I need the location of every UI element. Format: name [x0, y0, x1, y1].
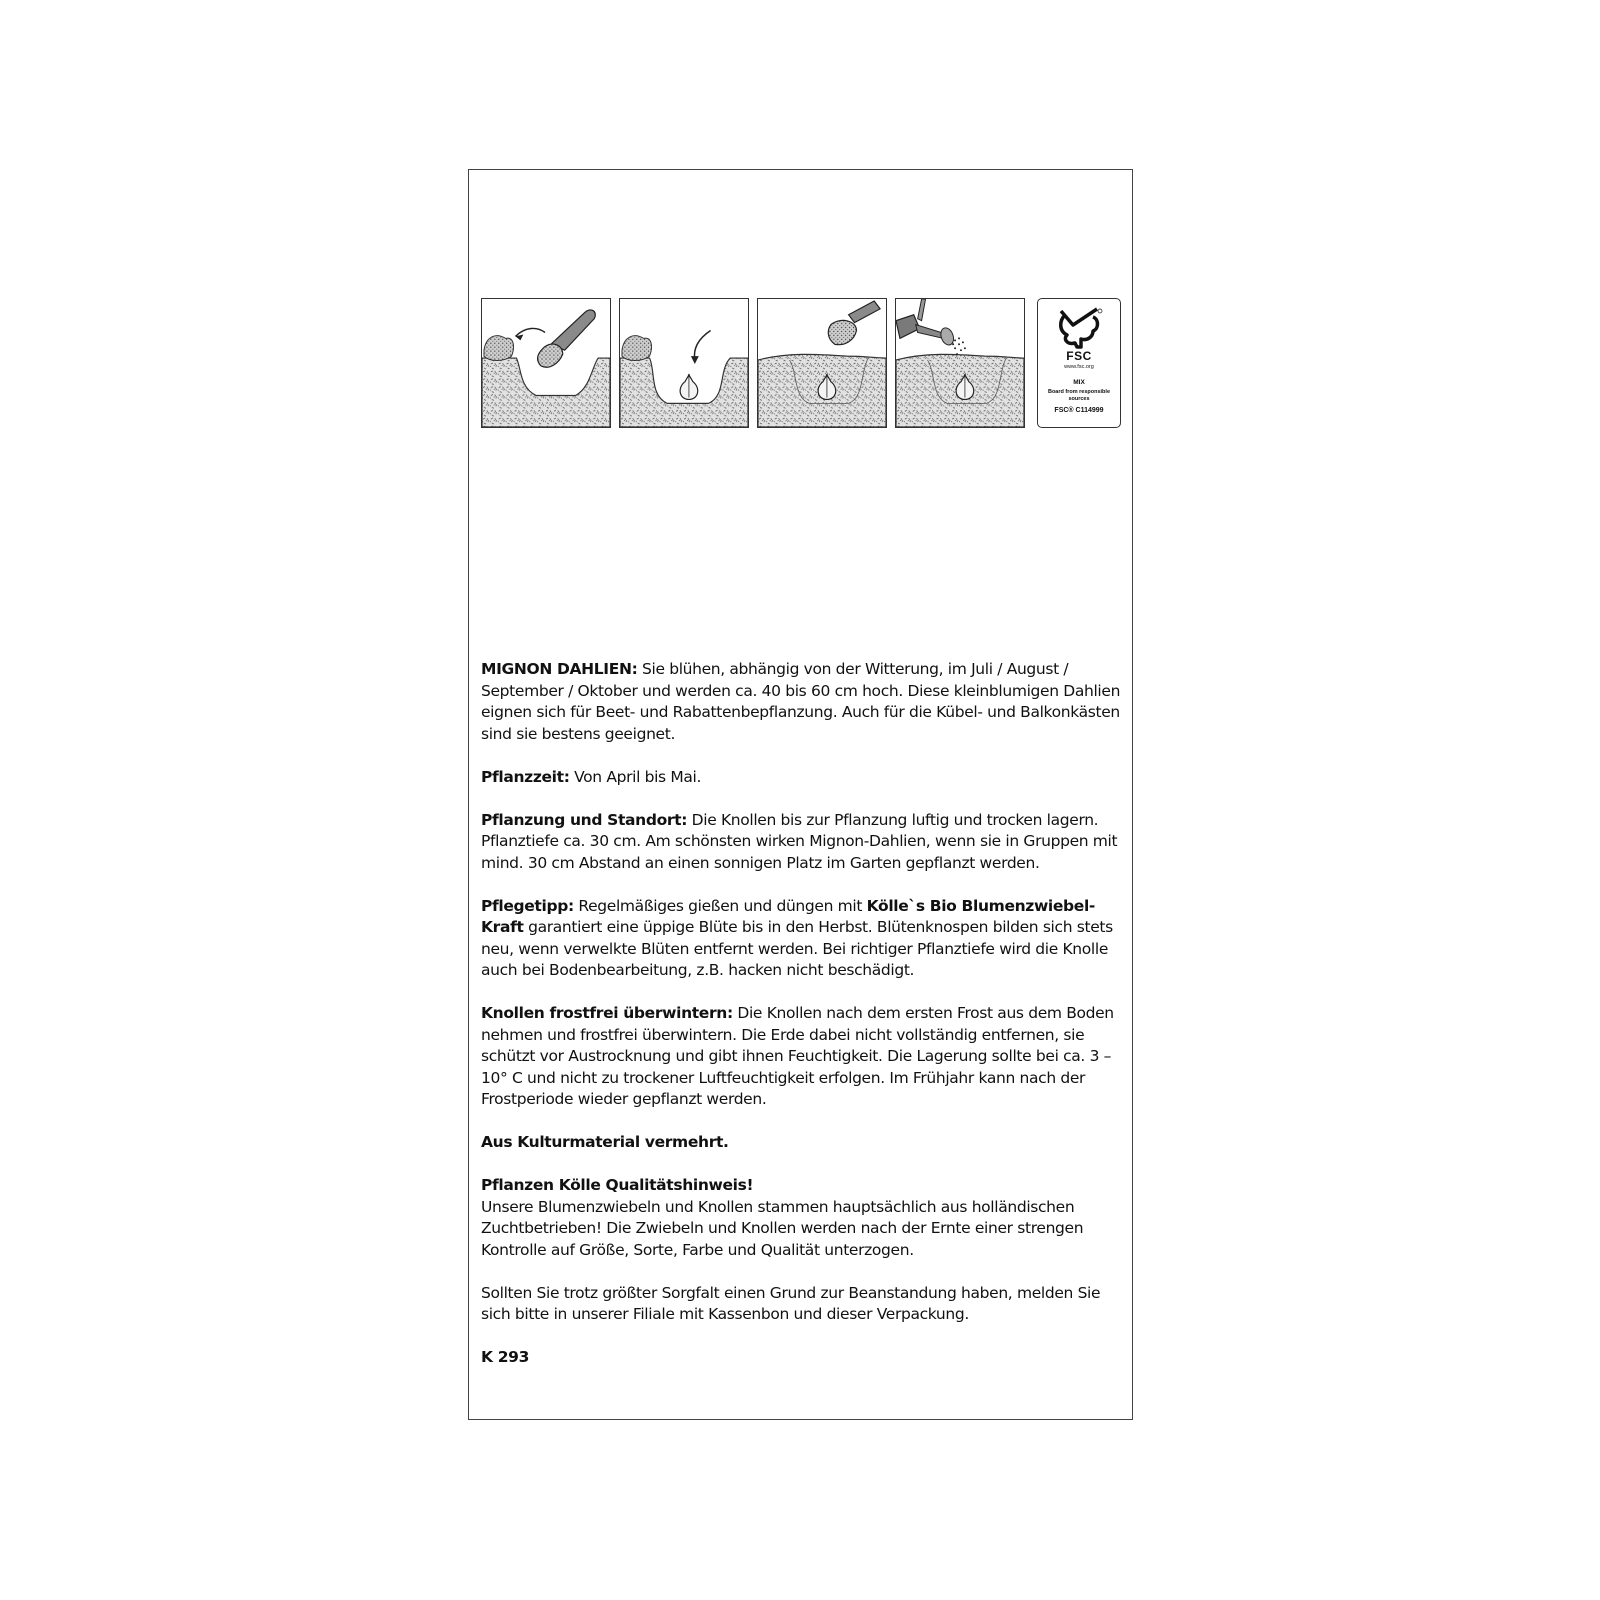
paragraph-beanstandung: [481, 1283, 1121, 1326]
fsc-type: MIX: [1073, 379, 1085, 386]
body-pflegetipp-b: garantiert eine üppige Blüte bis in den Herbst. Blütenknospen bilden sich stets neu, wenn verwelkte Blüten entfernt werden. Bei richtiger Pflanztiefe wird die Knolle auch bei Bodenbearbeitung, z.B. hacken nicht beschädigt.: [481, 918, 1113, 979]
paragraph-kulturmaterial: [481, 1132, 1121, 1154]
product-description: [481, 659, 1121, 1390]
heading-pflanzzeit: Pflanzzeit:: [481, 767, 570, 786]
trowel-digging-icon: [482, 299, 610, 427]
heading-pflegetipp: Pflegetipp:: [481, 896, 574, 915]
step-cover-soil: [757, 298, 887, 428]
paragraph-pflegetipp: [481, 896, 1121, 982]
fsc-tree-check-icon: [1055, 307, 1103, 349]
body-mignon-dahlien: Sie blühen, abhängig von der Witterung, im Juli / August / September / Oktober und werden ca. 40 bis 60 cm hoch. Diese kleinblumigen Dahlien eignen sich für Beet- und Rabattenbepflanzung. Auch für die Kübel- und Balkonkästen sind sie bestens geeignet.: [481, 660, 1121, 743]
body-ueberwintern: Die Knollen nach dem ersten Frost aus dem Boden nehmen und frostfrei überwintern. Die Erde dabei nicht vollständig entfernen, sie schützt vor Austrocknung und gibt ihnen Feuchtigkeit. Die Lagerung sollte bei ca. 3 – 10° C und nicht zu trockener Luftfeuchtigkeit erfolgen. Im Frühjahr kann nach der Frostperiode wieder gepflanzt werden.: [481, 1004, 1114, 1108]
heading-pflanzung: Pflanzung und Standort:: [481, 810, 688, 829]
body-beanstandung: Sollten Sie trotz größter Sorgfalt einen Grund zur Beanstandung haben, melden Sie sich bitte in unserer Filiale mit Kassenbon und dieser Verpackung.: [481, 1283, 1101, 1323]
fsc-url: www.fsc.org: [1064, 364, 1094, 370]
paragraph-pflanzung: [481, 810, 1121, 875]
fsc-claim: Board from responsible sources: [1047, 389, 1111, 402]
body-qualitaet: Unsere Blumenzwiebeln und Knollen stammen hauptsächlich aus holländischen Zuchtbetrieben! Die Zwiebeln und Knollen werden nach der Ernte einer strengen Kontrolle auf Größe, Sorte, Farbe und Qualität unterzogen.: [481, 1197, 1084, 1259]
heading-qualitaet: Pflanzen Kölle Qualitätshinweis!: [481, 1176, 754, 1194]
fsc-code: FSC® C114999: [1054, 407, 1104, 414]
paragraph-ueberwintern: [481, 1003, 1121, 1111]
bulb-placement-icon: [620, 299, 748, 427]
step-water: [895, 298, 1025, 428]
heading-kulturmaterial: Aus Kulturmaterial vermehrt.: [481, 1133, 729, 1151]
body-pflegetipp-a: Regelmäßiges gießen und düngen mit: [573, 896, 867, 915]
step-place-bulb: [619, 298, 749, 428]
fsc-label: [1037, 298, 1121, 428]
watering-can-icon: [896, 299, 1024, 427]
paragraph-description: [481, 659, 1121, 745]
step-dig-hole: [481, 298, 611, 428]
product-name: Kölle`s Bio Blumenzwiebel-Kraft: [481, 896, 1096, 936]
trowel-filling-icon: [758, 299, 886, 427]
paragraph-code: [481, 1347, 1121, 1369]
paragraph-qualitaet: [481, 1175, 1121, 1261]
heading-mignon-dahlien: MIGNON DAHLIEN:: [481, 660, 638, 678]
body-pflanzzeit: Von April bis Mai.: [569, 767, 702, 786]
fsc-brand: FSC: [1066, 349, 1092, 363]
heading-ueberwintern: Knollen frostfrei überwintern:: [481, 1004, 733, 1022]
article-code: K 293: [481, 1348, 530, 1366]
body-pflanzung: Die Knollen bis zur Pflanzung luftig und trocken lagern. Pflanztiefe ca. 30 cm. Am schönsten wirken Mignon-Dahlien, wenn sie in Gruppen mit mind. 30 cm Abstand an einen sonnigen Platz im Garten gepflanzt werden.: [481, 810, 1118, 872]
paragraph-pflanzzeit: [481, 767, 1121, 789]
